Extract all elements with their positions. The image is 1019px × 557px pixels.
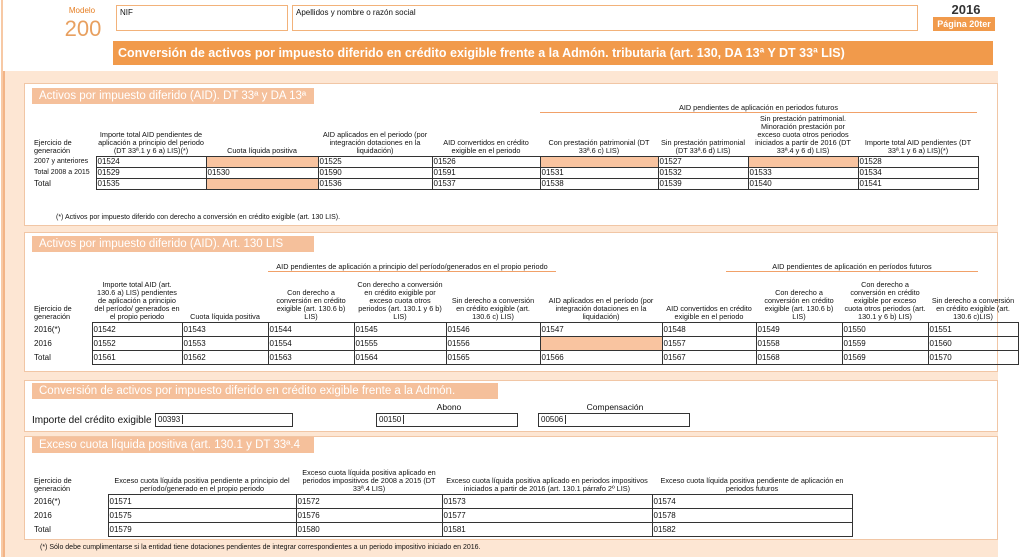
- field-01532[interactable]: 01532: [658, 167, 748, 178]
- section-title: Conversión de activos por impuesto diferido en crédito exigible frente a la Admón. tributaria: [32, 383, 498, 399]
- field-01574[interactable]: 01574: [652, 494, 852, 508]
- field-01559[interactable]: 01559: [842, 336, 928, 350]
- field-01569[interactable]: 01569: [842, 350, 928, 364]
- field-01571[interactable]: 01571: [108, 494, 296, 508]
- section-title: Activos por impuesto diferido (AID). DT 33ª y DA 13ª LIS: [32, 88, 314, 104]
- col-header: Sin derecho a conversión en crédito exigible (art. 130.6 c) LIS): [451, 295, 535, 321]
- col-header: Sin derecho a conversión en crédito exigible (art. 130.6 c)LIS): [931, 295, 1015, 321]
- modelo-label: Modelo: [68, 6, 96, 15]
- field-01541[interactable]: 01541: [858, 178, 978, 189]
- name-field[interactable]: Apellidos y nombre o razón social: [292, 5, 918, 31]
- col-header: Ejercicio de generación: [34, 138, 72, 155]
- field-01563[interactable]: 01563: [268, 350, 354, 364]
- importe-label: Importe del crédito exigible: [32, 415, 152, 426]
- col-header: Con derecho a conversión en crédito exigible (art. 130.6 b) LIS): [764, 287, 834, 321]
- footnote: (*) Activos por impuesto diferido con derecho a conversión en crédito exigible (art. 130 LIS).: [56, 214, 341, 221]
- row-label: 2016: [34, 338, 52, 348]
- field-01590[interactable]: 01590: [318, 167, 432, 178]
- row-label: Total: [34, 179, 51, 188]
- col-header: Importe total AID pendientes (DT 33ª.1 y 6 a) LIS)(*): [864, 137, 972, 155]
- col-header: AID aplicados en el período (por integración dotaciones en la liquidación): [548, 295, 654, 321]
- col-header: Sin prestación patrimonial (DT 33ª.6 d) LIS): [661, 137, 745, 155]
- col-header: Cuota líquida positiva: [190, 311, 260, 321]
- field-01564[interactable]: 01564: [354, 350, 446, 364]
- field-01544[interactable]: 01544: [268, 322, 354, 336]
- field-01531[interactable]: 01531: [540, 167, 658, 178]
- aid-art130-table: [32, 266, 1019, 365]
- col-header: Con prestación patrimonial (DT 33ª.6 c) LIS): [548, 137, 650, 155]
- col-header: Con derecho a conversión en crédito exigible por exceso cuota otros periodos (art. 130.1 y 6 b) LIS): [844, 279, 926, 321]
- field-01550[interactable]: 01550: [842, 322, 928, 336]
- field-01558[interactable]: 01558: [756, 336, 842, 350]
- row-label: 2016(*): [34, 496, 61, 506]
- field-01552[interactable]: 01552: [92, 336, 182, 350]
- field-01543[interactable]: 01543: [182, 322, 268, 336]
- col-header: Ejercicio de generación: [34, 476, 72, 493]
- col-header: Exceso cuota líquida positiva aplicado en periodos impositivos de 2008 a 2015 (DT 33ª.4 LIS): [302, 467, 436, 493]
- table-row: [32, 336, 1018, 350]
- field-01548[interactable]: 01548: [662, 322, 756, 336]
- field-01566[interactable]: 01566: [540, 350, 662, 364]
- blocked-cell: [748, 156, 858, 167]
- field-01555[interactable]: 01555: [354, 336, 446, 350]
- field-01539[interactable]: 01539: [658, 178, 748, 189]
- field-01524[interactable]: 01524: [96, 156, 206, 167]
- blocked-cell: [206, 156, 318, 167]
- nif-field[interactable]: NIF: [116, 5, 288, 31]
- row-label: Total: [34, 524, 51, 534]
- field-01557[interactable]: 01557: [662, 336, 756, 350]
- row-label: Total: [34, 352, 51, 362]
- col-header: Sin prestación patrimonial. Minoración prestación por exceso cuota otros periodos iniciados a partir de 2016 (DT 33ª.4 y 6 d) LIS): [755, 113, 851, 155]
- col-header: Exceso cuota líquida positiva pendiente de aplicación en periodos futuros: [660, 475, 844, 493]
- year: 2016: [951, 2, 981, 17]
- col-header: AID convertidos en crédito exigible en el periodo: [443, 137, 529, 155]
- aid-dt33-table: [32, 112, 979, 190]
- field-01533[interactable]: 01533: [748, 167, 858, 178]
- row-label: 2016(*): [34, 324, 61, 334]
- col-header: Importe total AID (art. 130.6 a) LIS) pendientes de aplicación a principio del período/ generados en el propio periodo: [94, 279, 180, 321]
- field-01549[interactable]: 01549: [756, 322, 842, 336]
- row-label: Total 2008 a 2015: [34, 169, 90, 176]
- field-01545[interactable]: 01545: [354, 322, 446, 336]
- field-01525[interactable]: 01525: [318, 156, 432, 167]
- col-header: AID aplicados en el periodo (por integración dotaciones en la liquidación): [322, 129, 428, 155]
- field-01528[interactable]: 01528: [858, 156, 978, 167]
- field-01527[interactable]: 01527: [658, 156, 748, 167]
- field-01547[interactable]: 01547: [540, 322, 662, 336]
- field-01529[interactable]: 01529: [96, 167, 206, 178]
- exceso-cuota-table: [32, 458, 978, 537]
- row-label: 2007 y anteriores: [34, 158, 89, 165]
- group-header: AID pendientes de aplicación a principio del período/generados en el propio periodo: [268, 262, 556, 272]
- group-header: AID pendientes de aplicación en periodos futuros: [540, 103, 977, 113]
- importe-credito-field[interactable]: 00393: [155, 413, 293, 427]
- field-01591[interactable]: 01591: [432, 167, 540, 178]
- abono-label: Abono: [436, 402, 462, 412]
- table-row: [32, 350, 1018, 364]
- table-row: [32, 322, 1018, 336]
- field-01540[interactable]: 01540: [748, 178, 858, 189]
- field-01577[interactable]: 01577: [442, 508, 652, 522]
- table-row: [32, 167, 978, 178]
- blocked-cell: [206, 178, 318, 189]
- field-01535[interactable]: 01535: [96, 178, 206, 189]
- field-01576[interactable]: 01576: [296, 508, 442, 522]
- field-01582[interactable]: 01582: [652, 522, 852, 536]
- col-header: Exceso cuota líquida positiva pendiente a principio del período/generado en el propio periodo: [114, 475, 290, 493]
- field-01572[interactable]: 01572: [296, 494, 442, 508]
- col-header: AID convertidos en crédito exigible en el periodo: [666, 303, 752, 321]
- table-row: [32, 522, 978, 536]
- field-01579[interactable]: 01579: [108, 522, 296, 536]
- footnote: (*) Sólo debe cumplimentarse si la entidad tiene dotaciones pendientes de integrar correspondientes a un periodo impositivo iniciado en 2016.: [40, 544, 481, 551]
- field-01573[interactable]: 01573: [442, 494, 652, 508]
- field-01530[interactable]: 01530: [206, 167, 318, 178]
- field-01560[interactable]: 01560: [928, 336, 1018, 350]
- field-01526[interactable]: 01526: [432, 156, 540, 167]
- table-row: [32, 178, 978, 189]
- field-01538[interactable]: 01538: [540, 178, 658, 189]
- field-01567[interactable]: 01567: [662, 350, 756, 364]
- field-01565[interactable]: 01565: [446, 350, 540, 364]
- field-01575[interactable]: 01575: [108, 508, 296, 522]
- field-01554[interactable]: 01554: [268, 336, 354, 350]
- field-01580[interactable]: 01580: [296, 522, 442, 536]
- table-row: [32, 508, 978, 522]
- col-header: Con derecho a conversión en crédito exigible por exceso cuota otros periodos (art. 130.1 y 6 b) LIS): [357, 279, 443, 321]
- section-title: Exceso cuota líquida positiva (art. 130.1 y DT 33ª.4 LIS): [32, 437, 314, 453]
- group-header: AID pendientes de aplicación en períodos futuros: [726, 262, 978, 272]
- field-01578[interactable]: 01578: [652, 508, 852, 522]
- field-01581[interactable]: 01581: [442, 522, 652, 536]
- col-header: Importe total AID pendientes de aplicación a principio del periodo (DT 33ª.1 y 6 a) LIS)(*): [98, 129, 204, 155]
- col-header: Exceso cuota líquida positiva aplicado en periodos impositivos iniciados a partir de 2016 (art. 130.1 párrafo 2º LIS): [446, 475, 648, 493]
- field-01536[interactable]: 01536: [318, 178, 432, 189]
- abono-field[interactable]: 00150: [376, 413, 518, 427]
- field-01570[interactable]: 01570: [928, 350, 1018, 364]
- col-header: Ejercicio de generación: [34, 304, 72, 321]
- field-01568[interactable]: 01568: [756, 350, 842, 364]
- table-row: [32, 494, 978, 508]
- page-badge: Página 20ter: [933, 17, 995, 31]
- blocked-cell: [540, 156, 658, 167]
- row-label: 2016: [34, 510, 52, 520]
- blocked-cell: [540, 336, 662, 350]
- modelo-number: 200: [64, 16, 102, 41]
- field-01542[interactable]: 01542: [92, 322, 182, 336]
- field-01546[interactable]: 01546: [446, 322, 540, 336]
- field-01562[interactable]: 01562: [182, 350, 268, 364]
- col-header: Con derecho a conversión en crédito exigible (art. 130.6 b) LIS): [276, 287, 346, 321]
- compensacion-field[interactable]: 00506: [538, 413, 690, 427]
- field-01537[interactable]: 01537: [432, 178, 540, 189]
- compensacion-label: Compensación: [586, 402, 644, 412]
- page-title: Conversión de activos por impuesto diferido en crédito exigible frente a la Admón. tributaria (art. 130, DA 13ª Y DT 33ª LIS): [113, 41, 993, 65]
- field-01534[interactable]: 01534: [858, 167, 978, 178]
- section-title: Activos por impuesto diferido (AID). Art. 130 LIS: [32, 236, 314, 252]
- field-01551[interactable]: 01551: [928, 322, 1018, 336]
- field-01553[interactable]: 01553: [182, 336, 268, 350]
- field-01556[interactable]: 01556: [446, 336, 540, 350]
- table-row: [32, 156, 978, 167]
- field-01561[interactable]: 01561: [92, 350, 182, 364]
- col-header: Cuota líquida positiva: [227, 145, 297, 155]
